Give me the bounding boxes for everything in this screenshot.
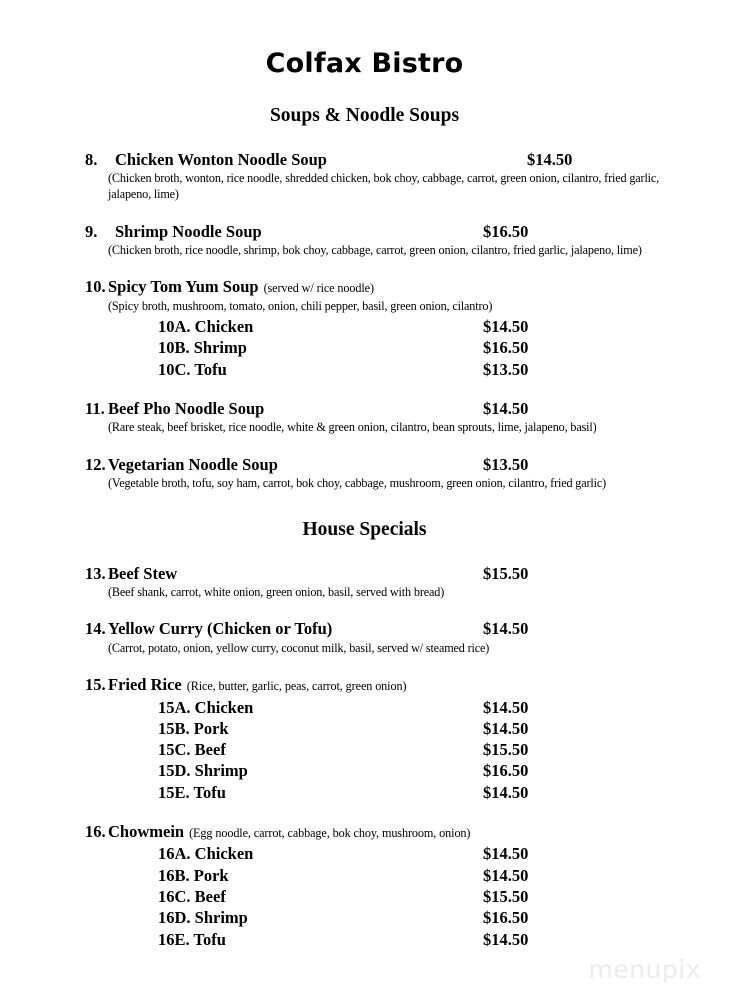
menu-option[interactable]: [158, 907, 689, 928]
menu-item-suffix: (served w/ rice noodle): [263, 281, 374, 296]
menu-item-price: $14.50: [483, 398, 529, 418]
menu-option-label: 10C. Tofu: [158, 359, 227, 379]
menu-option-label: 15B. Pork: [158, 718, 229, 738]
menu-option[interactable]: [158, 739, 689, 760]
menu-item-name: Shrimp Noodle Soup: [115, 221, 262, 241]
menu-item[interactable]: [0, 620, 729, 656]
menu-item[interactable]: [0, 456, 729, 492]
menu-item-number: 14.: [85, 619, 106, 639]
menu-item-price: $15.50: [483, 563, 529, 583]
menu-option[interactable]: [158, 337, 689, 358]
page-title: Colfax Bistro: [265, 48, 464, 79]
menu-section: [0, 491, 729, 950]
menu-section: [0, 78, 729, 491]
menu-item-description: (Chicken broth, wonton, rice noodle, shredded chicken, bok choy, cabbage, carrot, green onion, cilantro, fried garlic, jalapeno, lime): [108, 171, 660, 202]
menu-option[interactable]: [158, 316, 689, 337]
menu-item-description: (Vegetable broth, tofu, soy ham, carrot, bok choy, cabbage, mushroom, green onion, cilantro, fried garlic): [108, 476, 607, 491]
menu-item[interactable]: [0, 400, 729, 436]
menu-option-label: 10B. Shrimp: [158, 338, 247, 358]
menu-option-price: $14.50: [483, 865, 529, 885]
menu-item-description: (Beef shank, carrot, white onion, green onion, basil, served with bread): [108, 585, 445, 600]
menu-option-label: 10A. Chicken: [158, 317, 254, 337]
menu-option-price: $14.50: [483, 929, 529, 949]
menu-item-heading: [85, 565, 689, 583]
menu-option-label: 15D. Shrimp: [158, 761, 248, 781]
menu-option-price: $14.50: [483, 317, 529, 337]
menu-item-heading: [85, 400, 689, 418]
menu-item-heading: [85, 151, 689, 169]
menu-item-name: Chicken Wonton Noodle Soup: [115, 149, 327, 169]
menu-option-label: 16E. Tofu: [158, 929, 226, 949]
menupix-watermark: menupix: [588, 955, 701, 984]
menu-item-heading: [85, 223, 689, 241]
menu-item-name: Fried Rice: [108, 675, 182, 695]
menu-item[interactable]: [0, 151, 729, 203]
section-header: House Specials: [302, 519, 427, 541]
menu-item-name: Beef Stew: [108, 563, 178, 583]
menu-item-heading: [85, 620, 689, 638]
menu-item-number: 10.: [85, 277, 106, 297]
menu-item-price: $14.50: [527, 149, 573, 169]
menu-item-heading: [85, 456, 689, 474]
menu-option[interactable]: [158, 843, 689, 864]
menu-item-number: 13.: [85, 563, 106, 583]
menu-item-options: [85, 314, 689, 380]
menu-item-price: $16.50: [483, 221, 529, 241]
menu-option[interactable]: [158, 359, 689, 380]
menu-item-number: 12.: [85, 454, 106, 474]
menu-item-list: [0, 151, 729, 492]
menu-item-description: (Spicy broth, mushroom, tomato, onion, chili pepper, basil, green onion, cilantro): [108, 298, 493, 313]
menu-item-heading: [85, 676, 689, 694]
menu-item[interactable]: [0, 823, 729, 950]
menu-item-price: $14.50: [483, 619, 529, 639]
menu-option-label: 16B. Pork: [158, 865, 229, 885]
menu-option-price: $14.50: [483, 844, 529, 864]
menu-item-name: Spicy Tom Yum Soup: [108, 277, 259, 297]
menu-option-price: $15.50: [483, 887, 529, 906]
menu-item-name: Beef Pho Noodle Soup: [108, 398, 265, 418]
menu-option-label: 16C. Beef: [158, 887, 226, 906]
menu-option-price: $16.50: [483, 761, 529, 781]
menu-item-number: 9.: [85, 221, 98, 241]
menu-sections: [0, 78, 729, 950]
menu-option[interactable]: [158, 886, 689, 907]
menu-option[interactable]: [158, 697, 689, 718]
menu-option-price: $15.50: [483, 740, 529, 760]
menu-item-number: 11.: [85, 398, 105, 418]
menu-item-name: Chowmein: [108, 821, 185, 841]
menu-option-price: $13.50: [483, 359, 529, 379]
menu-item-list: [0, 565, 729, 950]
menu-item[interactable]: [0, 565, 729, 601]
menu-item-number: 16.: [85, 821, 106, 841]
menu-option[interactable]: [158, 865, 689, 886]
menu-option-price: $14.50: [483, 697, 529, 717]
menu-item-description: (Rare steak, beef brisket, rice noodle, white & green onion, cilantro, bean sprouts, lime, jalapeno, basil): [108, 420, 597, 435]
menu-item-number: 8.: [85, 149, 98, 169]
menu-option[interactable]: [158, 929, 689, 950]
menu-option-price: $16.50: [483, 908, 529, 928]
menu-item-suffix: (Rice, butter, garlic, peas, carrot, green onion): [186, 679, 407, 694]
menu-option-label: 16A. Chicken: [158, 844, 254, 864]
menu-option-price: $14.50: [483, 782, 529, 802]
menu-option[interactable]: [158, 760, 689, 781]
menu-item-description: (Carrot, potato, onion, yellow curry, coconut milk, basil, served w/ steamed rice): [108, 640, 490, 655]
menu-option-price: $14.50: [483, 718, 529, 738]
menu-option-label: 15E. Tofu: [158, 782, 226, 802]
menu-item-suffix: (Egg noodle, carrot, cabbage, bok choy, mushroom, onion): [189, 825, 471, 840]
menu-option[interactable]: [158, 782, 689, 803]
menu-item-description: (Chicken broth, rice noodle, shrimp, bok choy, cabbage, carrot, green onion, cilantro, fried garlic, jalapeno, lime): [108, 243, 642, 258]
menu-item-heading: [85, 278, 689, 296]
menu-item-number: 15.: [85, 675, 106, 695]
menu-option[interactable]: [158, 718, 689, 739]
menu-item-heading: [85, 823, 689, 841]
menu-option-label: 15A. Chicken: [158, 697, 254, 717]
menu-option-price: $16.50: [483, 338, 529, 358]
menu-item-name: Yellow Curry (Chicken or Tofu): [108, 619, 333, 639]
menu-item-options: [85, 841, 689, 949]
menu-option-label: 16D. Shrimp: [158, 908, 248, 928]
menu-item[interactable]: [0, 278, 729, 380]
menu-item-name: Vegetarian Noodle Soup: [108, 454, 278, 474]
menu-option-label: 15C. Beef: [158, 740, 226, 760]
menu-item[interactable]: [0, 223, 729, 259]
menu-item[interactable]: [0, 676, 729, 803]
section-header: Soups & Noodle Soups: [269, 105, 460, 127]
menu-item-options: [85, 695, 689, 803]
menu-item-price: $13.50: [483, 454, 529, 474]
